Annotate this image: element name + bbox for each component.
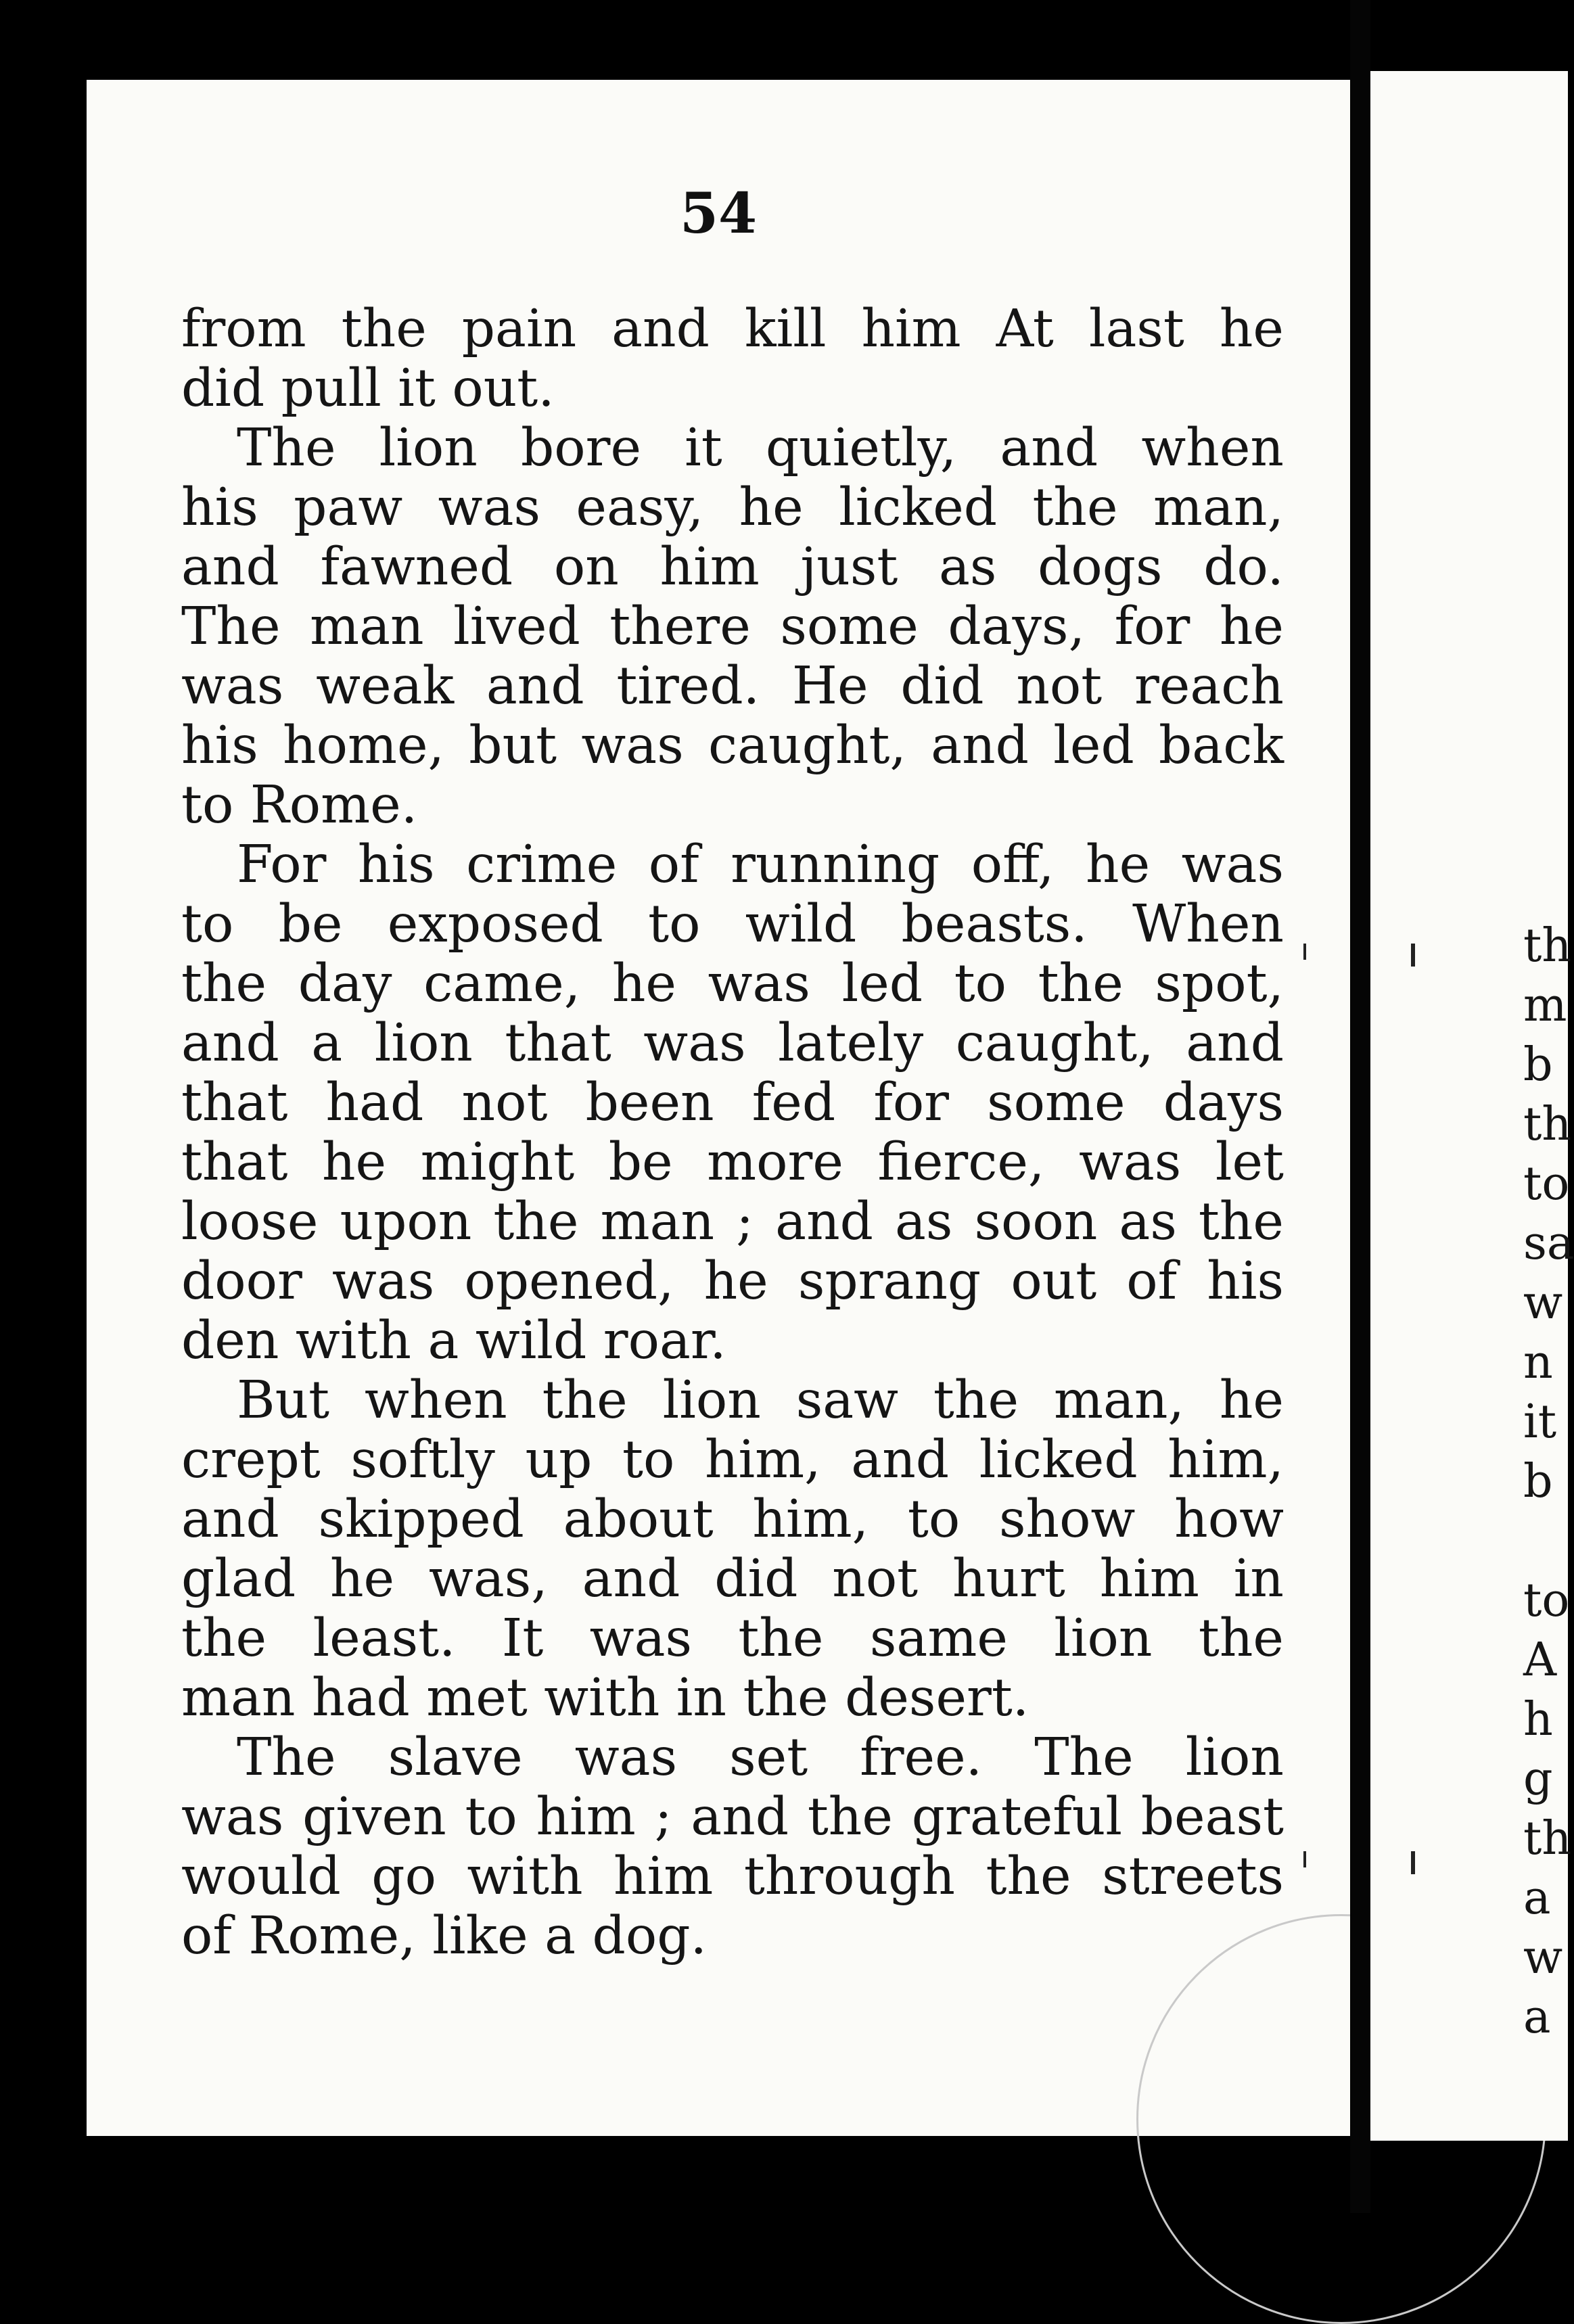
text-line: from the pain and kill him At last he [181, 299, 1284, 359]
next-page-text-fragments [1523, 916, 1574, 2047]
next-page-fragment: th [1523, 919, 1572, 973]
text-line: that had not been fed for some days [181, 1073, 1284, 1133]
next-page-fragment: it [1523, 1395, 1557, 1449]
text-line: did pull it out. [181, 358, 555, 419]
text-line: door was opened, he sprang out of his [181, 1251, 1284, 1311]
paragraph [181, 835, 1284, 1371]
text-line: to be exposed to wild beasts. When [181, 894, 1284, 954]
paragraph [181, 300, 1284, 419]
next-page-fragment: sa [1523, 1217, 1574, 1270]
text-line: The man lived there some days, for he [181, 597, 1284, 657]
text-line: was given to him ; and the grateful beast [181, 1787, 1284, 1847]
text-line: his home, but was caught, and led back [181, 716, 1284, 776]
next-page-fragment: b [1523, 1038, 1553, 1092]
margin-mark [1303, 944, 1306, 960]
text-line: and a lion that was lately caught, and [181, 1013, 1284, 1073]
text-line: crept softly up to him, and licked him, [181, 1430, 1284, 1490]
next-page-fragment: a [1523, 1991, 1551, 2044]
text-line: den with a wild roar. [181, 1311, 726, 1371]
text-line: man had met with in the desert. [181, 1668, 1029, 1728]
text-line: and fawned on him just as dogs do. [181, 537, 1284, 597]
next-page-fragment: w [1523, 1931, 1563, 1984]
page-body-text [181, 300, 1284, 1966]
next-page-fragment [1523, 1512, 1568, 1571]
text-line: the day came, he was led to the spot, [181, 954, 1284, 1014]
margin-mark [1411, 944, 1415, 967]
text-line: to Rome. [181, 775, 418, 835]
text-line: The lion bore it quietly, and when [237, 418, 1284, 478]
paragraph [181, 1728, 1284, 1966]
next-page-fragment: A [1523, 1633, 1557, 1687]
text-line: and skipped about him, to show how [181, 1489, 1284, 1550]
text-line: But when the lion saw the man, he [237, 1370, 1284, 1431]
next-page-fragment: to [1523, 1574, 1570, 1627]
next-page-fragment: h [1523, 1693, 1553, 1746]
text-line: would go with him through the streets [181, 1846, 1284, 1907]
book-page-left [87, 80, 1350, 2136]
margin-mark [1411, 1851, 1415, 1874]
text-line: For his crime of running off, he was [237, 835, 1284, 895]
text-line: The slave was set free. The lion [237, 1727, 1284, 1788]
text-line: his paw was easy, he licked the man, [181, 478, 1284, 538]
paragraph [181, 1371, 1284, 1728]
next-page-fragment: to [1523, 1157, 1570, 1211]
next-page-fragment: th [1523, 1098, 1572, 1151]
next-page-fragment: b [1523, 1455, 1553, 1508]
margin-mark [1303, 1851, 1306, 1867]
page-number: 54 [679, 181, 758, 246]
next-page-fragment: g [1523, 1752, 1553, 1806]
text-line: glad he was, and did not hurt him in [181, 1549, 1284, 1609]
next-page-fragment: a [1523, 1872, 1551, 1925]
text-line: loose upon the man ; and as soon as the [181, 1192, 1284, 1252]
text-line: that he might be more fierce, was let [181, 1132, 1284, 1192]
text-line: was weak and tired. He did not reach [181, 656, 1284, 716]
next-page-fragment: n [1523, 1336, 1553, 1389]
next-page-fragment: m [1523, 979, 1567, 1032]
next-page-fragment: th [1523, 1812, 1572, 1865]
book-spine [1350, 0, 1370, 2213]
paragraph [181, 419, 1284, 835]
text-line: the least. It was the same lion the [181, 1608, 1284, 1669]
next-page-fragment: w [1523, 1276, 1563, 1330]
text-line: of Rome, like a dog. [181, 1906, 707, 1966]
